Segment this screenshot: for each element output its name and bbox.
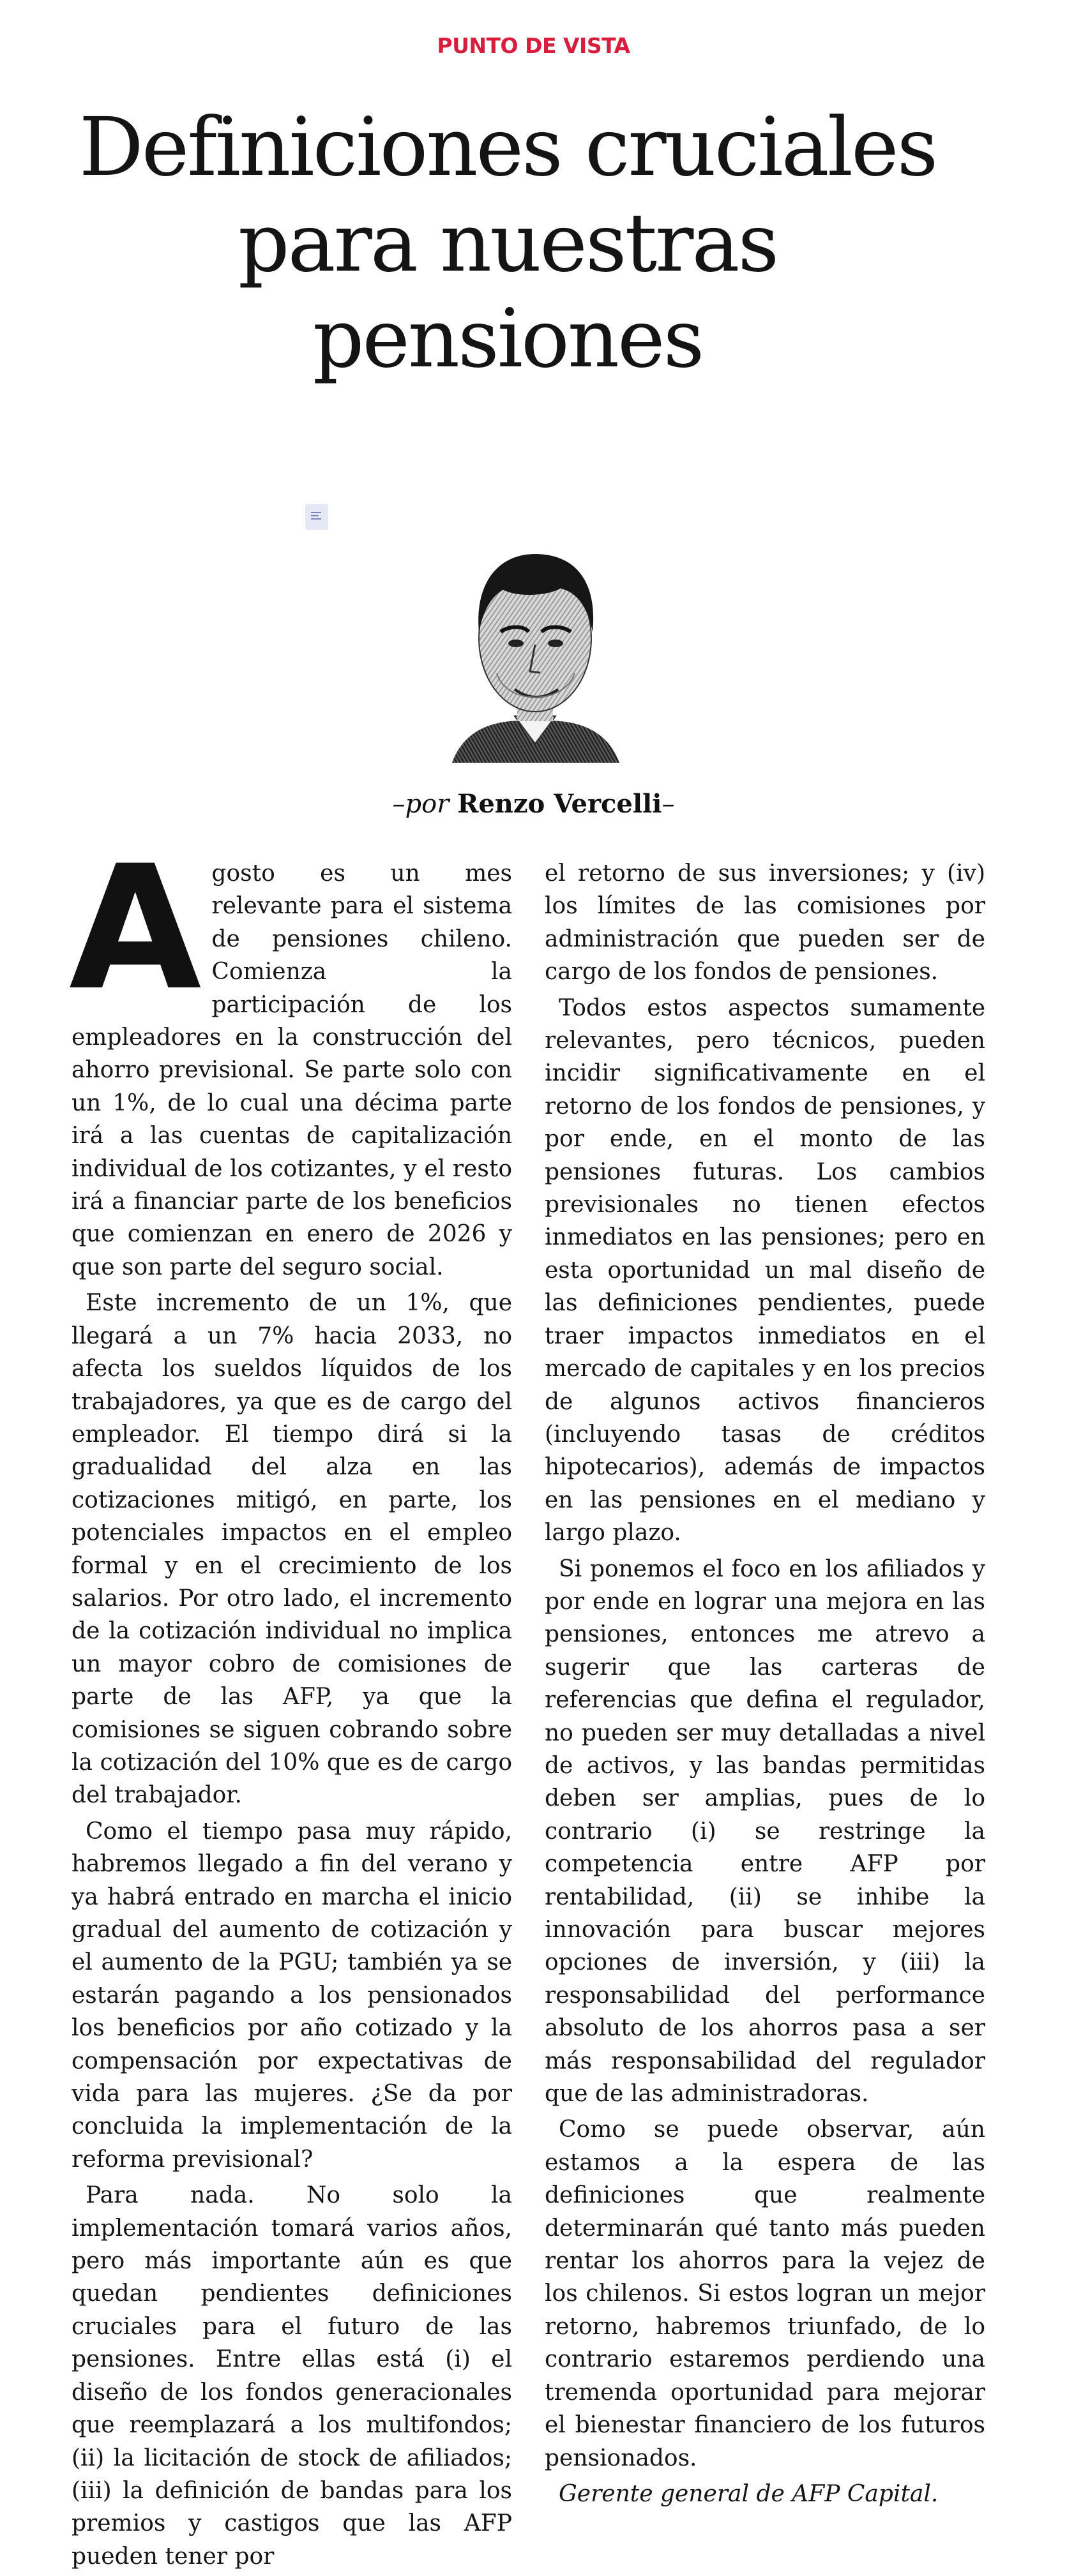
- article-column-right: [545, 857, 985, 2513]
- author-signature: Gerente general de AFP Capital.: [559, 2480, 939, 2507]
- byline-prefix: –por: [392, 790, 450, 819]
- article-column-left: [69, 829, 512, 2576]
- paragraph: [69, 829, 512, 1284]
- paragraph: Como se puede observar, aún estamos a la espera de las definiciones que realmente determinarán qué tanto más pueden rentar los ahorros para la vejez de los chilenos. Si estos logran un mejor retorno, habremos triunfado, de lo contrario estaremos perdiendo una tremenda oportunidad para mejorar el bienestar financiero de los futuros pensionados.: [545, 2116, 985, 2471]
- author-portrait: [439, 536, 631, 766]
- section-label: PUNTO DE VISTA: [437, 33, 630, 58]
- paragraph: Para nada. No solo la implementación tomará varios años, pero más importante aún es que quedan pendientes definiciones cruciales para el futuro de las pensiones. Entre ellas está (i) el diseño de los fondos generacionales que reemplazará a los multifondos; (ii) la licitación de stock de afiliados; (iii) la definición de bandas para los premios y castigos que las AFP pueden tener por: [72, 2182, 512, 2570]
- paragraph: el retorno de sus inversiones; y (iv) los límites de las comisiones por administración que pueden ser de cargo de los fondos de pensiones.: [545, 860, 985, 985]
- note-icon[interactable]: [305, 504, 328, 530]
- paragraph: Si ponemos el foco en los afiliados y por ende en lograr una mejora en las pensiones, entonces me atrevo a sugerir que las carteras de referencias que defina el regulador, no pueden ser muy detalladas a nivel de activos, y las bandas permitidas deben ser amplias, pues de lo contrario (i) se restringe la competencia entre AFP por rentabilidad, (ii) se inhibe la innovación para buscar mejores opciones de inversión, y (iii) la responsabilidad del performance absoluto de los ahorros pasa a ser más responsabilidad del regulador que de las administradoras.: [545, 1555, 985, 2108]
- headline: Definiciones cruciales para nuestras pensiones: [79, 100, 937, 386]
- byline-suffix: –: [662, 790, 675, 819]
- byline-author: Renzo Vercelli: [457, 789, 662, 819]
- paragraph: Como el tiempo pasa muy rápido, habremos llegado a fin del verano y ya habrá entrado en marcha el inicio gradual del aumento de cotización y el aumento de la PGU; también ya se estarán pagando a los pensionados los beneficios por año cotizado y la compensación por expectativas de vida para las mujeres. ¿Se da por concluida la implementación de la reforma previsional?: [72, 1818, 512, 2173]
- paragraph-text: gosto es un mes relevante para el sistema de pensiones chileno. Comienza la participación de los empleadores en la construcción del ahorro previsional. Se parte solo con un 1%, de lo cual una décima parte irá a las cuentas de capitalización individual de los cotizantes, y el resto irá a financiar parte de los beneficios que comienzan en enero de 2026 y que son parte del seguro social.: [72, 860, 512, 1280]
- dropcap: A: [69, 829, 202, 1028]
- paragraph: Este incremento de un 1%, que llegará a un 7% hacia 2033, no afecta los sueldos líquidos de los trabajadores, ya que es de cargo del empleador. El tiempo dirá si la gradualidad del alza en las cotizaciones mitigó, en parte, los potenciales impactos en el empleo formal y en el crecimiento de los salarios. Por otro lado, el incremento de la cotización individual no implica un mayor cobro de comisiones de parte de las AFP, ya que la comisiones se siguen cobrando sobre la cotización del 10% que es de cargo del trabajador.: [72, 1290, 512, 1809]
- byline: [0, 789, 1067, 819]
- paragraph: Todos estos aspectos sumamente relevantes, pero técnicos, pueden incidir significativamente en el retorno de los fondos de pensiones, y por ende, en el monto de las pensiones futuras. Los cambios previsionales no tienen efectos inmediatos en las pensiones; pero en esta oportunidad un mal diseño de las definiciones pendientes, puede traer impactos inmediatos en el mercado de capitales y en los precios de algunos activos financieros (incluyendo tasas de créditos hipotecarios), además de impactos en las pensiones en el mediano y largo plazo.: [545, 994, 985, 1546]
